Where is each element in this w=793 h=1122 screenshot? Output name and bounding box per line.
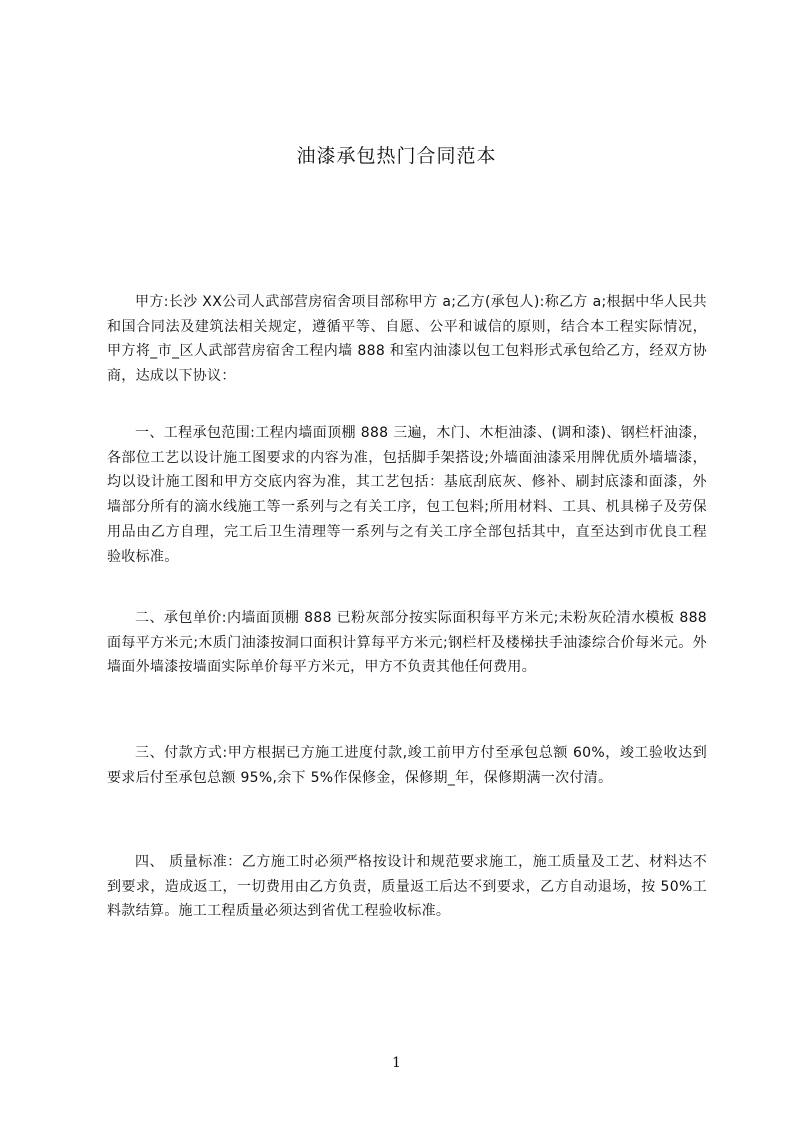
paragraph-scope: 一、工程承包范围:工程内墙面顶棚 888 三遍，木门、木柜油漆、(调和漆)、钢栏杆油漆，各部位工艺以设计施工图要求的内容为准，包括脚手架搭设;外墙面油漆采用牌优质外墙墙漆，均以设计施工图和甲方交底内容为准，其工艺包括：基底刮底灰、修补、刷封底漆和面漆，外墙部分所有的滴水线施工等一系列与之有关工序，包工包料;所用材料、工具、机具梯子及劳保用品由乙方自理，完工后卫生清理等一系列与之有关工序全部包括其中，直至达到市优良工程验收标准。 (107, 425, 707, 565)
paragraph-quality: 四、 质量标准：乙方施工时必须严格按设计和规范要求施工，施工质量及工艺、材料达不到要求，造成返工，一切费用由乙方负责，质量返工后达不到要求，乙方自动退场，按 50%工料款结算。施工工程质量必须达到省优工程验收标准。 (107, 854, 707, 920)
page-number: 1 (392, 1055, 401, 1071)
paragraph-parties: 甲方:长沙 XX公司人武部营房宿舍项目部称甲方 a;乙方(承包人):称乙方 a;根据中华人民共和国合同法及建筑法相关规定，遵循平等、自愿、公平和诚信的原则，结合本工程实际情况，甲方将_市_区人武部营房宿舍工程内墙 888 和室内油漆以包工包料形式承包给乙方，经双方协商，达成以下协议： (107, 294, 707, 385)
document-title: 油漆承包热门合同范本 (296, 145, 497, 167)
paragraph-payment: 三、付款方式:甲方根据已方施工进度付款,竣工前甲方付至承包总额 60%，竣工验收达到要求后付至承包总额 95%,余下 5%作保修金，保修期_年，保修期满一次付清。 (107, 745, 707, 786)
paragraph-unit-price: 二、承包单价:内墙面顶棚 888 已粉灰部分按实际面积每平方米元;未粉灰砼清水模板 888 面每平方米元;木质门油漆按洞口面积计算每平方米元;钢栏杆及楼梯扶手油漆综合价每米元。外墙面外墙漆按墙面实际单价每平方米元，甲方不负责其他任何费用。 (107, 610, 707, 676)
